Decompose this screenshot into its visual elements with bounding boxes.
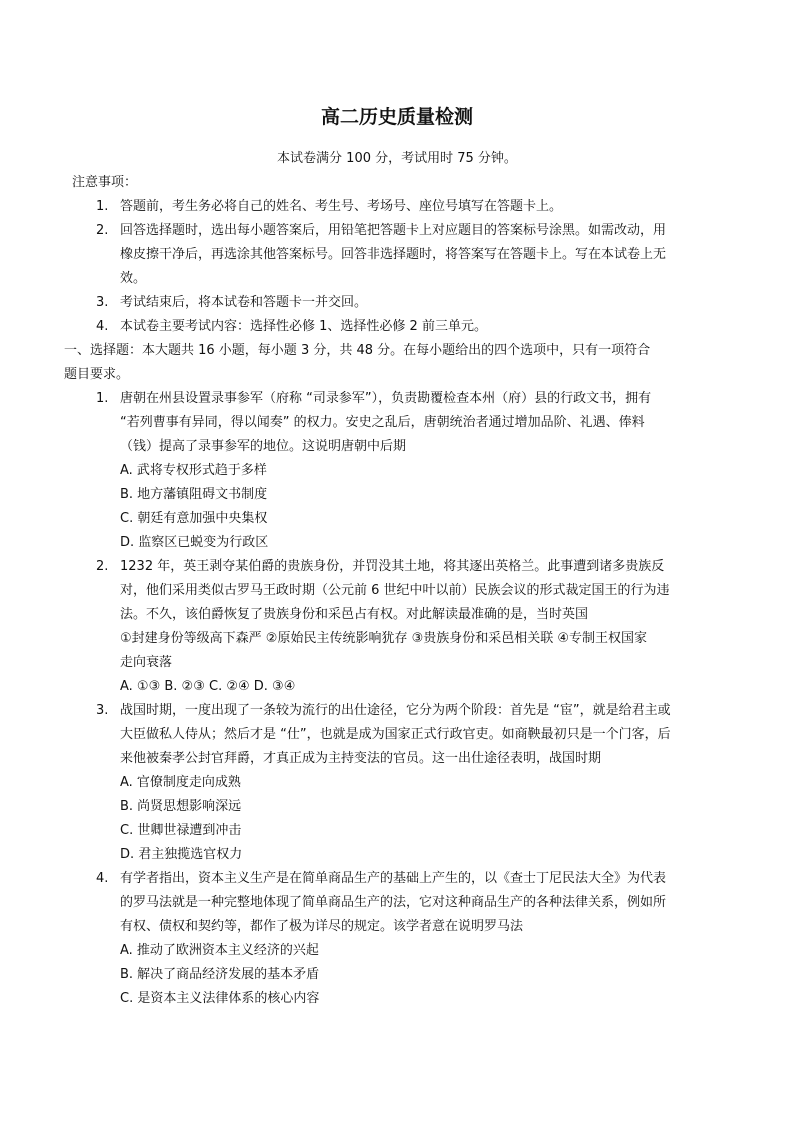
section-heading: 一、选择题：本大题共 16 小题，每小题 3 分，共 48 分。在每小题给出的四个选项中，只有一项符合 (64, 343, 651, 358)
notice-number: 4. (96, 319, 109, 334)
option: B. 解决了商品经济发展的基本矛盾 (120, 967, 320, 982)
section-heading: 题目要求。 (64, 367, 130, 382)
notice-number: 3. (96, 295, 109, 310)
question-stem: “若列曹事有异同，得以闻奏” 的权力。安史之乱后，唐朝统治者通过增加品阶、礼遇、俸料 (120, 415, 645, 430)
option: A. 推动了欧洲资本主义经济的兴起 (120, 943, 319, 958)
question-statements: 走向衰落 (120, 655, 173, 670)
option: D. 君主独揽选官权力 (120, 847, 243, 862)
question-stem: 2. 1232 年，英王剥夺某伯爵的贵族身份，并罚没其土地，将其逐出英格兰。此事遭到诸多贵族反 (96, 559, 665, 574)
notice-number: 1. (96, 199, 109, 214)
notice-item (96, 294, 367, 312)
question-stem: 对，他们采用类似古罗马王政时期（公元前 6 世纪中叶以前）民族会议的形式裁定国王的行为违 (120, 583, 670, 598)
notice-item (96, 318, 487, 336)
exam-info: 本试卷满分 100 分，考试用时 75 分钟。 (277, 151, 517, 166)
notice-text: 答题前，考生务必将自己的姓名、考生号、考场号、座位号填写在答题卡上。 (120, 199, 563, 214)
option: A. 官僚制度走向成熟 (120, 775, 241, 790)
notice-text: 回答选择题时，选出每小题答案后，用铅笔把答题卡上对应题目的答案标号涂黑。如需改动，用 (120, 223, 667, 238)
option: C. 朝廷有意加强中央集权 (120, 511, 268, 526)
notice-text: 考试结束后，将本试卷和答题卡一并交回。 (120, 295, 368, 310)
question-stem: 4. 有学者指出，资本主义生产是在简单商品生产的基础上产生的，以《查士丁尼民法大全》为代表 (96, 871, 667, 886)
option: B. 尚贤思想影响深远 (120, 799, 242, 814)
notice-text: 本试卷主要考试内容：选择性必修 1、选择性必修 2 前三单元。 (120, 319, 487, 334)
question-number: 3. (96, 703, 109, 718)
option: A. ①③ B. ②③ C. ②④ D. ③④ (120, 679, 296, 694)
option: C. 世卿世禄遭到冲击 (120, 823, 242, 838)
notice-item (96, 222, 666, 240)
notice-text: 橡皮擦干净后，再选涂其他答案标号。回答非选择题时，将答案写在答题卡上。写在本试卷上无 (120, 247, 667, 262)
question-number: 1. (96, 391, 109, 406)
notice-number: 2. (96, 223, 109, 238)
option: B. 地方藩镇阻碍文书制度 (120, 487, 268, 502)
question-statements: ①封建身份等级高下森严 ②原始民主传统影响犹存 ③贵族身份和采邑相关联 ④专制王权国家 (120, 631, 648, 646)
page-title: 高二历史质量检测 (320, 106, 473, 128)
notice-heading: 注意事项： (72, 175, 138, 190)
question-stem: 的罗马法就是一种完整地体现了简单商品生产的法，它对这种商品生产的各种法律关系，例如所 (120, 895, 667, 910)
option: C. 是资本主义法律体系的核心内容 (120, 991, 320, 1006)
question-stem: 法。不久，该伯爵恢复了贵族身份和采邑占有权。对此解读最准确的是，当时英国 (120, 607, 589, 622)
question-stem: 3. 战国时期，一度出现了一条较为流行的出仕途径，它分为两个阶段：首先是 “宦”，就是给君主或 (96, 703, 671, 718)
question-stem: 有权、债权和契约等，都作了极为详尽的规定。该学者意在说明罗马法 (120, 919, 524, 934)
question-number: 4. (96, 871, 109, 886)
question-number: 2. (96, 559, 109, 574)
question-stem: 大臣做私人侍从；然后才是 “仕”，也就是成为国家正式行政官吏。如商鞅最初只是一个门客，后 (120, 727, 671, 742)
notice-text: 效。 (120, 271, 147, 286)
option: A. 武将专权形式趋于多样 (120, 463, 267, 478)
question-stem: 1. 唐朝在州县设置录事参军（府称 “司录参军”），负责勘覆检查本州（府）县的行政文书，拥有 (96, 391, 652, 406)
question-stem: （钱）提高了录事参军的地位。这说明唐朝中后期 (120, 439, 407, 454)
notice-item (96, 198, 562, 216)
option: D. 监察区已蜕变为行政区 (120, 535, 269, 550)
question-stem: 来他被秦孝公封官拜爵，才真正成为主持变法的官员。这一出仕途径表明，战国时期 (120, 751, 602, 766)
